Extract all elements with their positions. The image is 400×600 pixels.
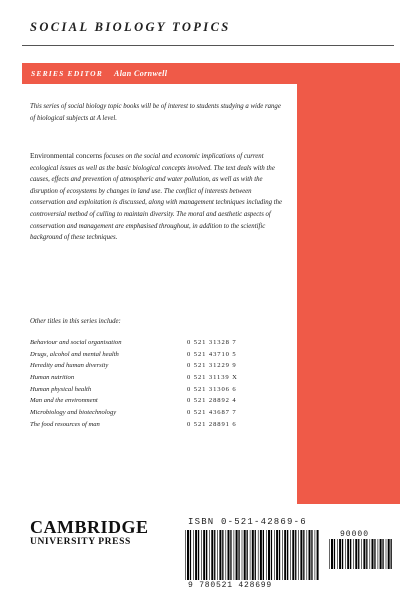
- book-title-lead: Environmental concerns: [30, 151, 103, 160]
- list-item-isbn: 0 521 28891 6: [187, 420, 237, 428]
- list-item: [30, 372, 290, 384]
- list-item-title: Human nutrition: [30, 374, 75, 382]
- publisher-logo: [30, 518, 149, 548]
- other-titles-label: Other titles in this series include:: [30, 318, 121, 325]
- list-item-isbn: 0 521 28892 4: [187, 397, 237, 405]
- list-item: [30, 395, 290, 407]
- isbn-label: ISBN 0-521-42869-6: [188, 517, 307, 527]
- book-description-body: focuses on the social and economic implications of current ecological issues as well as the basic biological concepts involved. The text deals with the causes, effects and prevention of atmospheric and water pollution, as well as with the disruption of ecosystems by changes in land use. The conflict of interests between conservation and exploitation is discussed, along with management techniques including the controversial method of culling to maintain diversity. The moral and aesthetic aspects of conservation and management are emphasised throughout, in addition to the scientific background of these techniques.: [30, 153, 283, 242]
- list-item-title: Heredity and human diversity: [30, 362, 109, 370]
- list-item: [30, 419, 290, 431]
- list-item: [30, 407, 290, 419]
- list-item-isbn: 0 521 31328 7: [187, 339, 237, 346]
- list-item-isbn: 0 521 43710 5: [187, 350, 237, 358]
- barcode-graphic: [183, 530, 321, 580]
- other-titles-list: [30, 337, 290, 431]
- addon-barcode-graphic: [327, 539, 393, 569]
- list-item-isbn: 0 521 31306 6: [187, 385, 237, 393]
- publisher-subname: UNIVERSITY PRESS: [30, 537, 131, 547]
- series-intro-text: This series of social biology topic books will be of interest to students studying a wide range of biological subjects at A level.: [30, 103, 281, 122]
- list-item: [30, 337, 290, 349]
- series-editor-label: SERIES EDITOR: [31, 69, 103, 78]
- list-item-title: Man and the environment: [30, 397, 98, 405]
- accent-column: [297, 84, 400, 504]
- barcode-addon-number: 90000: [340, 530, 370, 539]
- barcode-number: 9 780521 428699: [188, 581, 273, 590]
- series-editor-band: [22, 63, 400, 84]
- list-item-title: Behaviour and social organisation: [30, 339, 122, 346]
- list-item: [30, 349, 290, 361]
- top-divider: [22, 45, 394, 46]
- list-item-title: Human physical health: [30, 385, 92, 393]
- list-item-title: The food resources of man: [30, 420, 100, 428]
- list-item-isbn: 0 521 31229 9: [187, 362, 237, 370]
- list-item: [30, 360, 290, 372]
- list-item-isbn: 0 521 43687 7: [187, 409, 237, 417]
- list-item-isbn: 0 521 31139 X: [187, 374, 238, 382]
- list-item-title: Microbiology and biotechnology: [30, 409, 117, 417]
- series-editor-name: Alan Cornwell: [113, 69, 168, 78]
- book-description: [30, 150, 285, 244]
- list-item: [30, 384, 290, 396]
- publisher-name: CAMBRIDGE: [30, 517, 149, 537]
- list-item-title: Drugs, alcohol and mental health: [30, 350, 119, 358]
- series-title: SOCIAL BIOLOGY TOPICS: [30, 20, 231, 34]
